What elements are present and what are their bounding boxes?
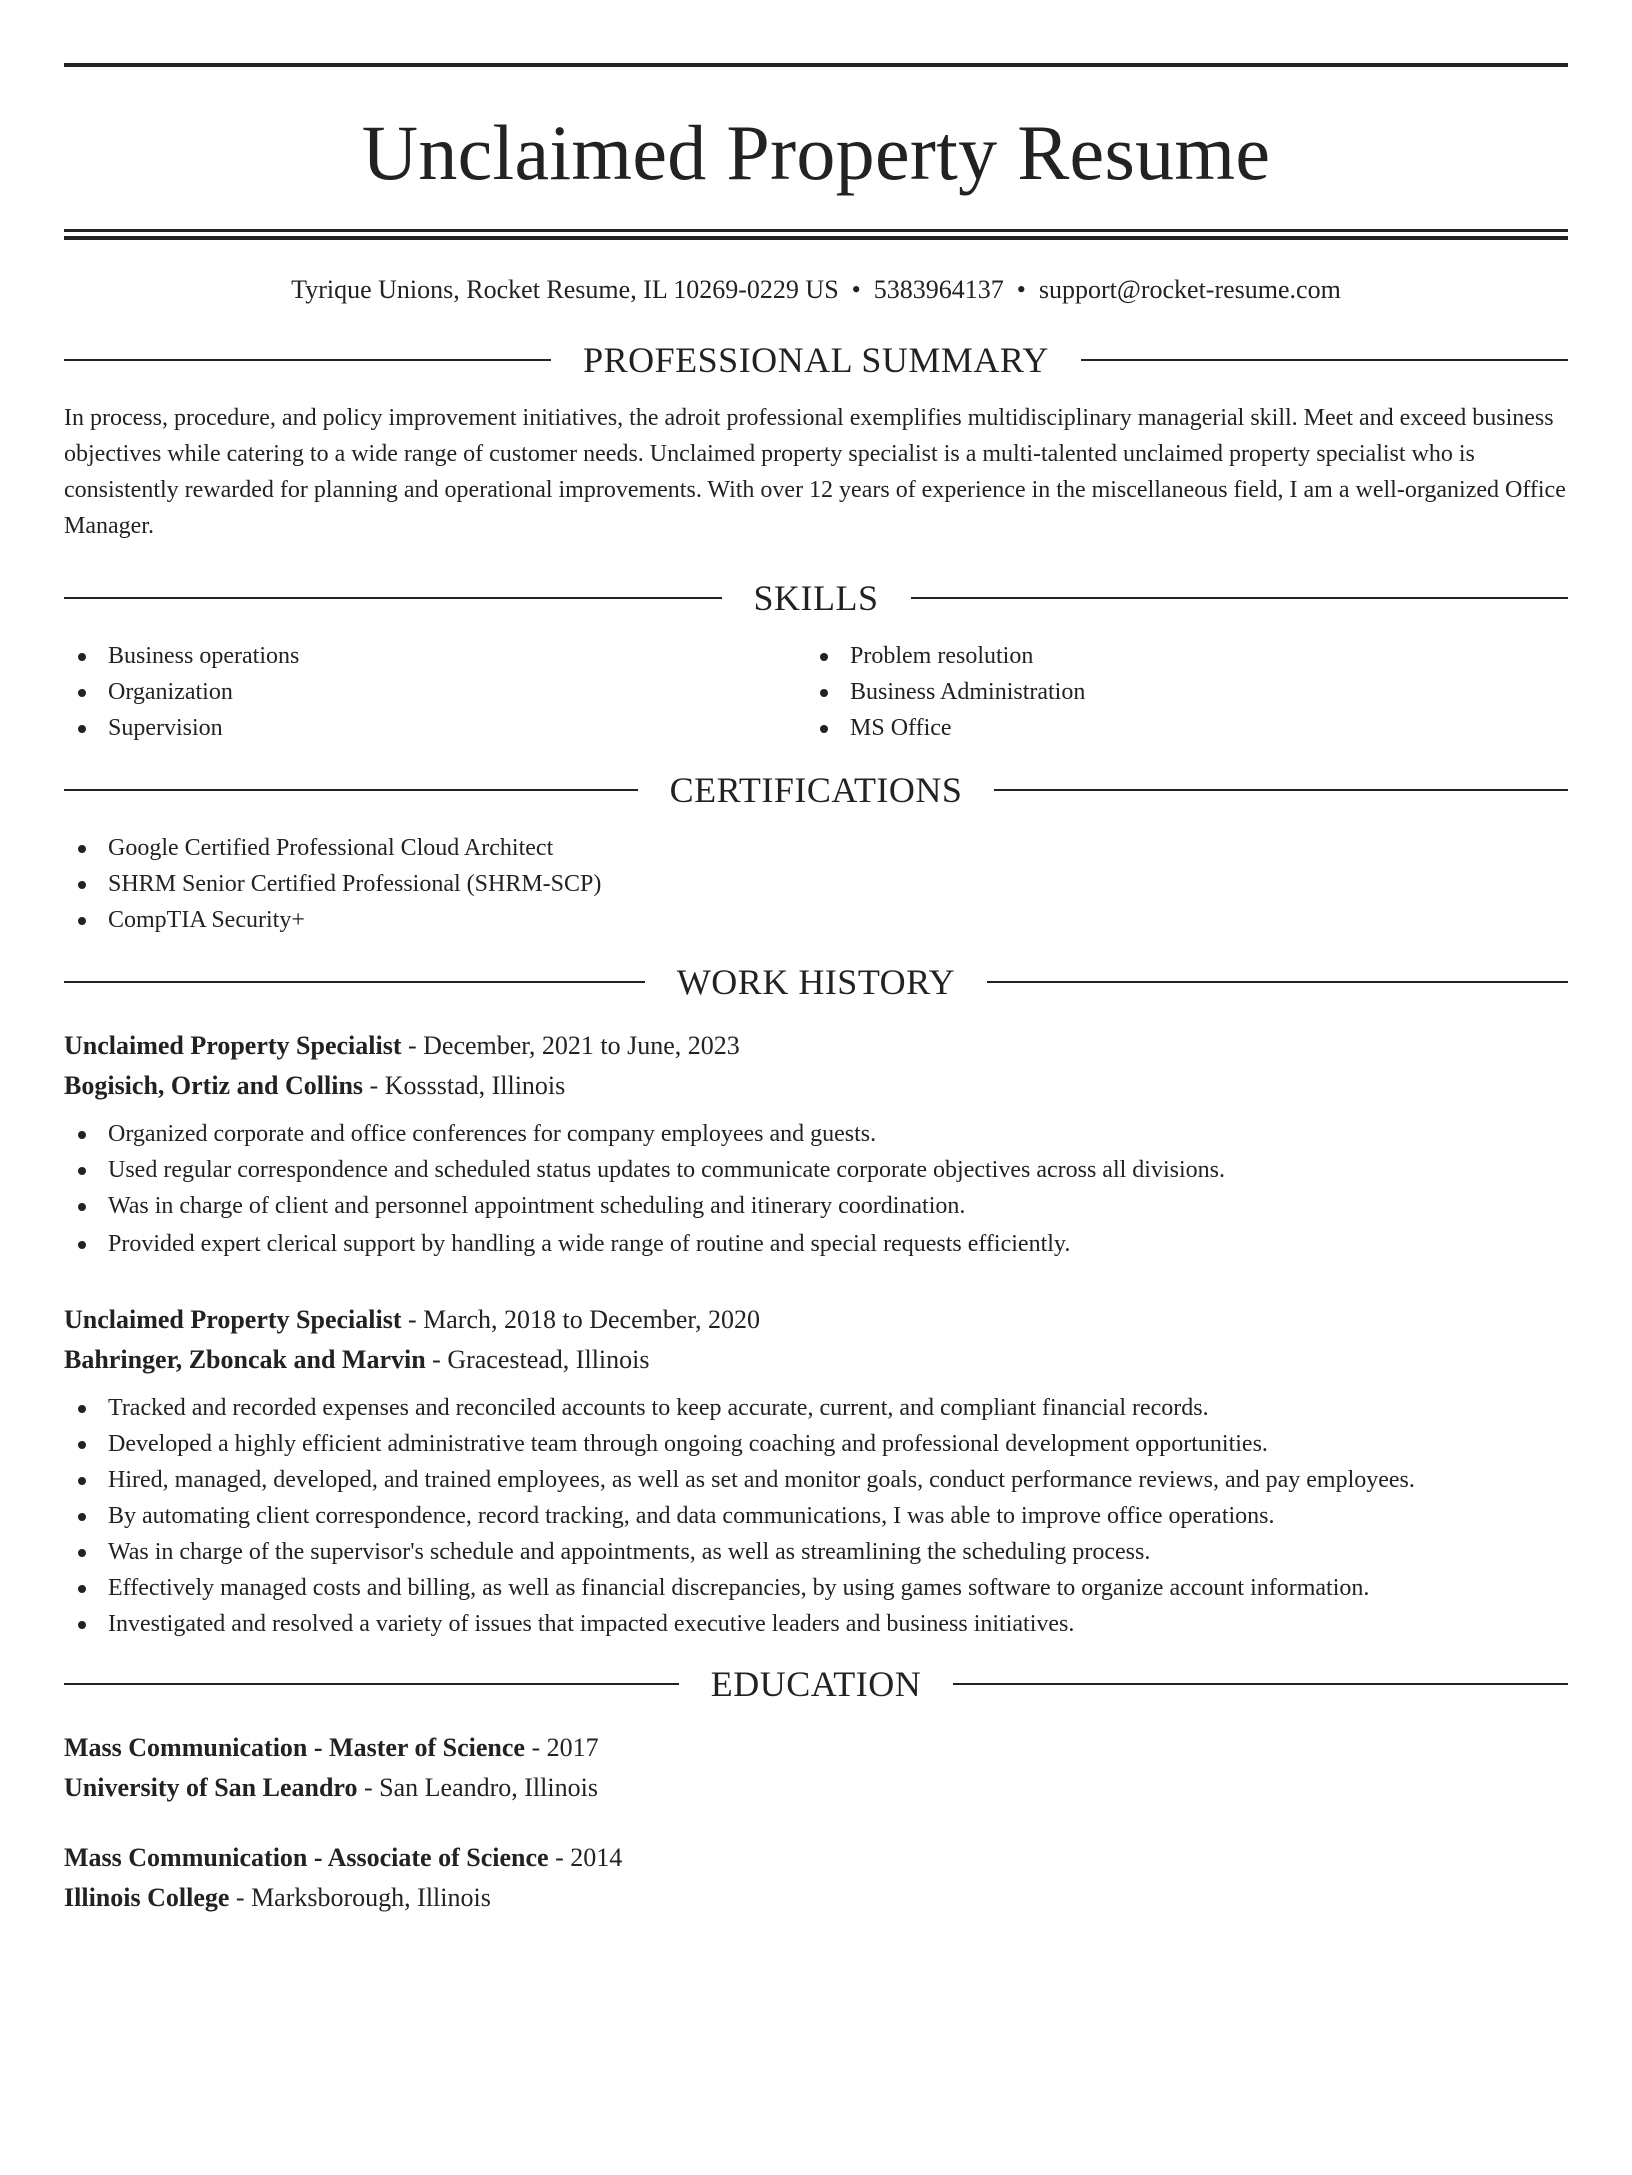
education-location: - Marksborough, Illinois xyxy=(229,1883,491,1912)
job-duty-item: Was in charge of client and personnel appointment scheduling and itinerary coordination. xyxy=(64,1188,1568,1224)
skill-item: Organization xyxy=(64,674,806,710)
bullet-icon xyxy=(78,1131,86,1139)
bullet-icon xyxy=(78,689,86,697)
education-entry xyxy=(64,1728,1568,1808)
certification-item: Google Certified Professional Cloud Architect xyxy=(64,830,1568,866)
section-rule-left xyxy=(64,981,645,983)
job-location: - Kossstad, Illinois xyxy=(363,1071,566,1100)
title-double-rule xyxy=(64,229,1568,240)
bullet-icon xyxy=(78,1549,86,1557)
job-duty-item: By automating client correspondence, record tracking, and data communications, I was able to improve office operations. xyxy=(64,1498,1568,1534)
section-title-work: WORK HISTORY xyxy=(676,962,956,1002)
section-header-education xyxy=(64,1664,1568,1704)
education-degree-row xyxy=(64,1838,1568,1878)
job-company-row xyxy=(64,1066,1568,1106)
section-rule-right xyxy=(1081,359,1568,361)
section-header-work xyxy=(64,962,1568,1002)
section-title-summary: PROFESSIONAL SUMMARY xyxy=(583,340,1049,380)
bullet-icon xyxy=(78,1405,86,1413)
section-rule-left xyxy=(64,789,638,791)
skill-item: Business operations xyxy=(64,638,806,674)
job-entry xyxy=(64,1026,1568,1262)
section-title-certifications: CERTIFICATIONS xyxy=(669,770,963,810)
job-duty-item: Effectively managed costs and billing, as well as financial discrepancies, by using games software to organize account information. xyxy=(64,1570,1568,1606)
education-school-row xyxy=(64,1768,1568,1808)
job-duty-item: Provided expert clerical support by handling a wide range of routine and special requests efficiently. xyxy=(64,1226,1568,1262)
bullet-icon xyxy=(820,689,828,697)
contact-email: support@rocket-resume.com xyxy=(1038,275,1341,304)
bullet-icon xyxy=(820,653,828,661)
bullet-icon xyxy=(78,1441,86,1449)
bullet-icon xyxy=(78,653,86,661)
section-header-summary xyxy=(64,340,1568,380)
job-title: Unclaimed Property Specialist xyxy=(64,1305,402,1334)
job-duties-list xyxy=(64,1116,1568,1262)
bullet-icon xyxy=(78,725,86,733)
education-degree: Mass Communication - Associate of Science xyxy=(64,1843,549,1872)
bullet-icon xyxy=(78,1241,86,1249)
education-school-row xyxy=(64,1878,1568,1918)
resume-title: Unclaimed Property Resume xyxy=(361,109,1271,196)
education-degree: Mass Communication - Master of Science xyxy=(64,1733,525,1762)
job-company: Bogisich, Ortiz and Collins xyxy=(64,1071,364,1100)
skill-item: MS Office xyxy=(806,710,1568,746)
skill-item: Business Administration xyxy=(806,674,1568,710)
skill-item: Supervision xyxy=(64,710,806,746)
bullet-icon xyxy=(78,1513,86,1521)
education-year: - 2014 xyxy=(548,1843,623,1872)
contact-separator: • xyxy=(851,275,861,304)
skills-grid xyxy=(64,618,1568,746)
section-rule-left xyxy=(64,597,722,599)
contact-phone: 5383964137 xyxy=(873,275,1004,304)
certifications-list xyxy=(64,830,1568,938)
education-degree-row xyxy=(64,1728,1568,1768)
job-duty-item: Investigated and resolved a variety of issues that impacted executive leaders and business initiatives. xyxy=(64,1606,1568,1642)
job-title-row xyxy=(64,1026,1568,1066)
bullet-icon xyxy=(78,917,86,925)
bullet-icon xyxy=(78,1167,86,1175)
job-company-row xyxy=(64,1340,1568,1380)
job-duty-item: Hired, managed, developed, and trained employees, as well as set and monitor goals, conduct performance reviews, and pay employees. xyxy=(64,1462,1568,1498)
section-rule-right xyxy=(953,1683,1568,1685)
section-rule-left xyxy=(64,359,551,361)
bullet-icon xyxy=(820,725,828,733)
contact-address: Tyrique Unions, Rocket Resume, IL 10269-0229 US xyxy=(291,275,839,304)
job-duty-item: Used regular correspondence and scheduled status updates to communicate corporate objectives across all divisions. xyxy=(64,1152,1568,1188)
certification-item: CompTIA Security+ xyxy=(64,902,1568,938)
job-location: - Gracestead, Illinois xyxy=(425,1345,650,1374)
education-year: - 2017 xyxy=(524,1733,599,1762)
section-rule-right xyxy=(911,597,1569,599)
job-duty-item: Organized corporate and office conferences for company employees and guests. xyxy=(64,1116,1568,1152)
job-dates: - December, 2021 to June, 2023 xyxy=(401,1031,740,1060)
section-rule-right xyxy=(994,789,1568,791)
bullet-icon xyxy=(78,1621,86,1629)
education-school: University of San Leandro xyxy=(64,1773,358,1802)
job-duty-item: Developed a highly efficient administrative team through ongoing coaching and professional development opportunities. xyxy=(64,1426,1568,1462)
job-entry xyxy=(64,1300,1568,1642)
resume-page xyxy=(0,63,1632,2175)
certification-item: SHRM Senior Certified Professional (SHRM-SCP) xyxy=(64,866,1568,902)
section-header-certifications xyxy=(64,770,1568,810)
job-duties-list xyxy=(64,1390,1568,1642)
bullet-icon xyxy=(78,845,86,853)
bullet-icon xyxy=(78,1585,86,1593)
summary-text: In process, procedure, and policy improvement initiatives, the adroit professional exemplifies multidisciplinary managerial skill. Meet and exceed business objectives while catering to a wide range of customer needs. Unclaimed property specialist is a multi-talented unclaimed property specialist who is consistently rewarded for planning and operational improvements. With over 12 years of experience in the miscellaneous field, I am a well-organized Office Manager. xyxy=(64,405,1566,539)
section-title-skills: SKILLS xyxy=(753,578,879,618)
skills-list-left xyxy=(64,638,806,746)
education-school: Illinois College xyxy=(64,1883,230,1912)
bullet-icon xyxy=(78,1203,86,1211)
job-title: Unclaimed Property Specialist xyxy=(64,1031,402,1060)
contact-separator: • xyxy=(1016,275,1026,304)
section-header-skills xyxy=(64,578,1568,618)
skill-item: Problem resolution xyxy=(806,638,1568,674)
bullet-icon xyxy=(78,1477,86,1485)
section-rule-right xyxy=(987,981,1568,983)
job-duty-item: Was in charge of the supervisor's schedule and appointments, as well as streamlining the scheduling process. xyxy=(64,1534,1568,1570)
bullet-icon xyxy=(78,881,86,889)
education-entry xyxy=(64,1838,1568,1918)
section-rule-left xyxy=(64,1683,679,1685)
job-duty-item: Tracked and recorded expenses and reconciled accounts to keep accurate, current, and compliant financial records. xyxy=(64,1390,1568,1426)
section-title-education: EDUCATION xyxy=(710,1664,922,1704)
education-location: - San Leandro, Illinois xyxy=(357,1773,598,1802)
job-company: Bahringer, Zboncak and Marvin xyxy=(64,1345,426,1374)
skills-list-right xyxy=(806,638,1568,746)
job-title-row xyxy=(64,1300,1568,1340)
job-dates: - March, 2018 to December, 2020 xyxy=(401,1305,760,1334)
contact-line xyxy=(64,274,1568,306)
